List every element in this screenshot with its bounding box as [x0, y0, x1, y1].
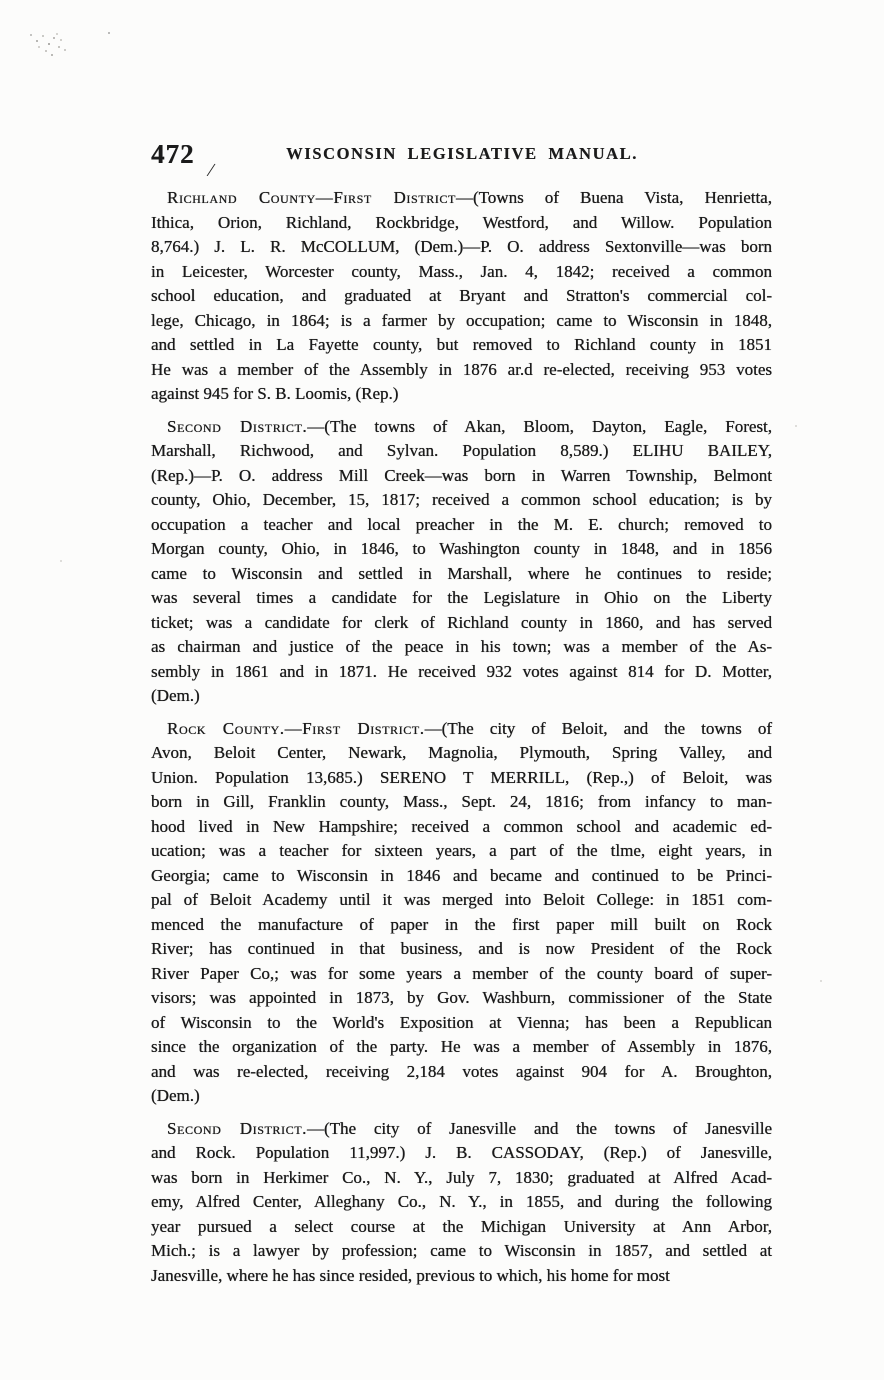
text-line: (Rep.)—P. O. address Mill Creek—was born in Warren Township, Belmont: [151, 465, 772, 485]
paragraph: [151, 186, 772, 407]
text-line: Richland County—First District—(Towns of Buena Vista, Henrietta,: [167, 188, 772, 207]
text-line: ucation; was a teacher for sixteen years, a part of the tlme, eight years, in: [151, 841, 772, 860]
text-line: against 945 for S. B. Loomis, (Rep.): [151, 384, 399, 403]
page-header: [151, 139, 773, 182]
text-line: He was a member of the Assembly in 1876 ar.d re-elected, receiving 953 votes: [151, 359, 772, 379]
text-line: since the organization of the party. He was a member of Assembly in 1876,: [151, 1037, 772, 1056]
district-heading: Richland County—First District: [167, 188, 456, 207]
text-line: was born in Herkimer Co., N. Y., July 7, 1830; graduated at Alfred Acad-: [151, 1167, 772, 1187]
scan-smudge: [108, 32, 110, 34]
header-title: WISCONSIN LEGISLATIVE MANUAL.: [286, 144, 638, 163]
text-line: Avon, Beloit Center, Newark, Magnolia, Plymouth, Spring Valley, and: [151, 743, 772, 762]
text-block: [151, 186, 772, 1296]
district-heading: Second District.: [167, 416, 308, 436]
text-line: school education, and graduated at Bryant and Stratton's commercial col-: [151, 286, 772, 305]
paragraph: [151, 1117, 772, 1289]
text-line: hood lived in New Hampshire; received a common school and academic ed-: [151, 816, 772, 836]
text-line: (Dem.): [151, 686, 200, 705]
text-line: Second District.—(The city of Janesville and the towns of Janesville: [167, 1118, 772, 1138]
text-line: pal of Beloit Academy until it was merged into Beloit College: in 1851 com-: [151, 890, 772, 909]
text-line: Union. Population 13,685.) SERENO T MERRILL, (Rep.,) of Beloit, was: [151, 767, 772, 787]
text-line: as chairman and justice of the peace in his town; was a member of the As-: [151, 637, 772, 656]
district-heading: Rock County.—First District.: [167, 718, 425, 738]
text-line: Ithica, Orion, Richland, Rockbridge, Westford, and Willow. Population: [151, 212, 772, 232]
text-line: was several times a candidate for the Legislature in Ohio on the Liberty: [151, 588, 772, 607]
text-line: and settled in La Fayette county, but removed to Richland county in 1851: [151, 335, 772, 354]
text-line: River; has continued in that business, and is now President of the Rock: [151, 939, 772, 958]
scan-speck: [820, 980, 822, 982]
text-line: Georgia; came to Wisconsin in 1846 and became and continued to be Princi-: [151, 865, 772, 885]
text-line: visors; was appointed in 1873, by Gov. Washburn, commissioner of the State: [151, 988, 772, 1007]
paragraph: [151, 415, 772, 709]
text-line: lege, Chicago, in 1864; is a farmer by occupation; came to Wisconsin in 1848,: [151, 310, 772, 330]
page-number: 472: [151, 139, 195, 169]
text-line: Morgan county, Ohio, in 1846, to Washington county in 1848, and in 1856: [151, 539, 772, 558]
district-heading: Second District.: [167, 1118, 308, 1138]
scan-speck: [795, 425, 797, 427]
text-line: Janesville, where he has since resided, previous to which, his home for most: [151, 1265, 670, 1285]
text-line: and was re-elected, receiving 2,184 votes against 904 for A. Broughton,: [151, 1061, 772, 1081]
text-line: menced the manufacture of paper in the first paper mill built on Rock: [151, 914, 772, 934]
text-line: sembly in 1861 and in 1871. He received 932 votes against 814 for D. Motter,: [151, 661, 772, 681]
text-line: Mich.; is a lawyer by profession; came to Wisconsin in 1857, and settled at: [151, 1241, 772, 1260]
text-line: of Wisconsin to the World's Exposition at Vienna; has been a Republican: [151, 1012, 772, 1032]
text-line: in Leicester, Worcester county, Mass., Jan. 4, 1842; received a common: [151, 261, 772, 281]
text-line: (Dem.): [151, 1086, 200, 1105]
text-line: 8,764.) J. L. R. McCOLLUM, (Dem.)—P. O. address Sextonville—was born: [151, 237, 772, 256]
ink-mark: /: [206, 159, 215, 182]
text-line: emy, Alfred Center, Alleghany Co., N. Y., in 1855, and during the following: [151, 1192, 772, 1211]
text-line: and Rock. Population 11,997.) J. B. CASSODAY, (Rep.) of Janesville,: [151, 1143, 772, 1162]
text-line: Rock County.—First District.—(The city of Beloit, and the towns of: [167, 718, 772, 738]
text-line: born in Gill, Franklin county, Mass., Sept. 24, 1816; from infancy to man-: [151, 792, 772, 811]
text-line: occupation a teacher and local preacher in the M. E. church; removed to: [151, 514, 772, 534]
text-line: county, Ohio, December, 15, 1817; received a common school education; is by: [151, 490, 772, 509]
text-line: ticket; was a candidate for clerk of Richland county in 1860, and has served: [151, 612, 772, 632]
text-line: Second District.—(The towns of Akan, Bloom, Dayton, Eagle, Forest,: [167, 416, 773, 436]
scan-speck: [60, 560, 62, 562]
text-line: came to Wisconsin and settled in Marshall, where he continues to reside;: [151, 563, 772, 583]
text-line: Marshall, Richwood, and Sylvan. Population 8,589.) ELIHU BAILEY,: [151, 441, 772, 460]
text-line: River Paper Co,; was for some years a member of the county board of super-: [151, 963, 772, 983]
text-line: year pursued a select course at the Michigan University at Ann Arbor,: [151, 1216, 772, 1236]
paragraph: [151, 717, 772, 1109]
